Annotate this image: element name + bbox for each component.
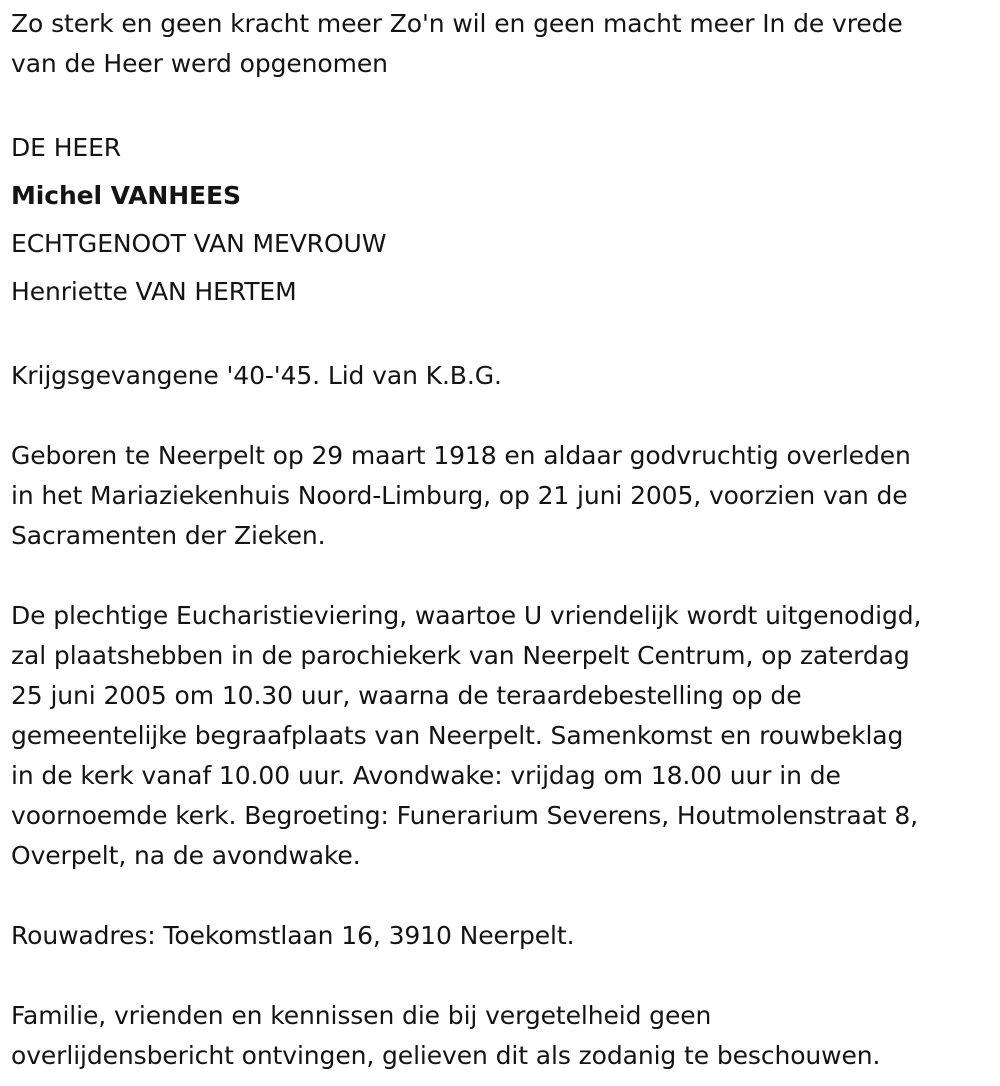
intro-paragraph — [11, 4, 991, 84]
closing-line: overlijdensbericht ontvingen, gelieven dit als zodanig te beschouwen. — [11, 1041, 881, 1070]
paragraph-gap — [11, 316, 991, 356]
ceremony-line: in de kerk vanaf 10.00 uur. Avondwake: vrijdag om 18.00 uur in de — [11, 761, 841, 790]
ceremony-line: Overpelt, na de avondwake. — [11, 841, 361, 870]
closing-line: Familie, vrienden en kennissen die bij vergetelheid geen — [11, 1001, 712, 1030]
paragraph-gap — [11, 876, 991, 916]
ceremony-line: voornoemde kerk. Begroeting: Funerarium Severens, Houtmolenstraat 8, — [11, 801, 919, 830]
paragraph-gap — [11, 956, 991, 996]
paragraph-gap — [11, 84, 991, 124]
spouse-label: ECHTGENOOT VAN MEVROUW — [11, 229, 387, 258]
birth-death-line: in het Mariaziekenhuis Noord-Limburg, op 21 juni 2005, voorzien van de — [11, 481, 908, 510]
ceremony-line: zal plaatshebben in de parochiekerk van Neerpelt Centrum, op zaterdag — [11, 641, 910, 670]
spouse-name: Henriette VAN HERTEM — [11, 277, 297, 306]
ceremony-paragraph — [11, 596, 991, 876]
paragraph-gap — [11, 396, 991, 436]
intro-line: van de Heer werd opgenomen — [11, 49, 388, 78]
closing-paragraph — [11, 996, 991, 1076]
address-paragraph — [11, 916, 991, 956]
title-prefix: DE HEER — [11, 133, 122, 162]
honors-line: Krijgsgevangene '40-'45. Lid van K.B.G. — [11, 361, 502, 390]
birth-death-line: Sacramenten der Zieken. — [11, 521, 326, 550]
ceremony-line: De plechtige Eucharistieviering, waartoe U vriendelijk wordt uitgenodigd, — [11, 601, 922, 630]
ceremony-line: 25 juni 2005 om 10.30 uur, waarna de teraardebestelling op de — [11, 681, 802, 710]
birth-death-paragraph — [11, 436, 991, 556]
death-notice — [11, 4, 991, 1076]
honors-paragraph — [11, 356, 991, 396]
ceremony-line: gemeentelijke begraafplaats van Neerpelt. Samenkomst en rouwbeklag — [11, 721, 904, 750]
intro-line: Zo sterk en geen kracht meer Zo'n wil en geen macht meer In de vrede — [11, 9, 903, 38]
birth-death-line: Geboren te Neerpelt op 29 maart 1918 en aldaar godvruchtig overleden — [11, 441, 911, 470]
address-line: Rouwadres: Toekomstlaan 16, 3910 Neerpelt. — [11, 921, 575, 950]
name-block — [11, 124, 991, 316]
paragraph-gap — [11, 556, 991, 596]
deceased-name: Michel VANHEES — [11, 181, 241, 210]
